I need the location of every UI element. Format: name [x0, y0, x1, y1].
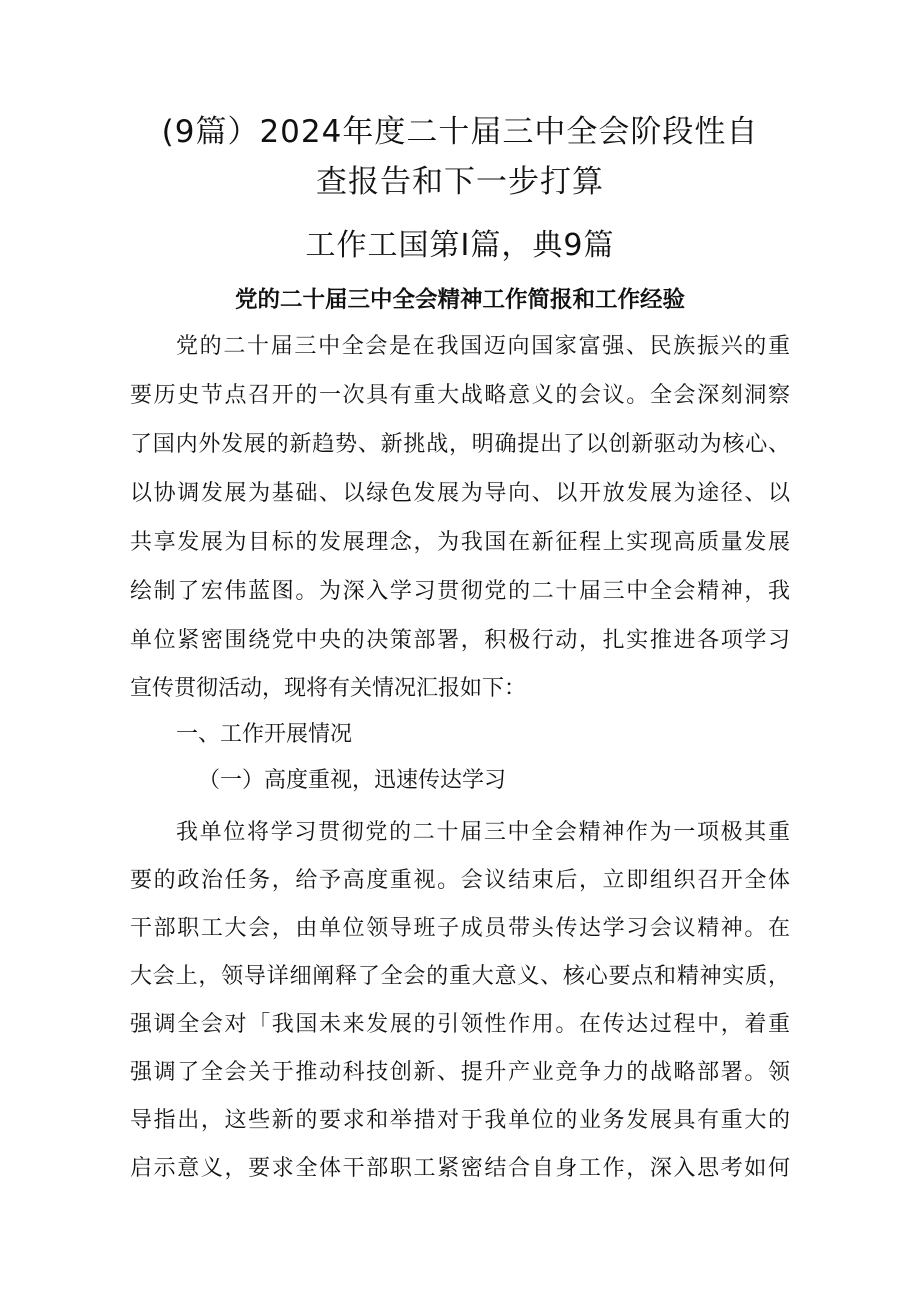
intro-paragraph-line: 宣传贯彻活动，现将有关情况汇报如下： — [130, 676, 527, 701]
intro-paragraph-line: 要历史节点召开的一次具有重大战略意义的会议。全会深刻洞察 — [130, 383, 790, 408]
article-heading: 党的二十届三中全会精神工作简报和工作经验 — [234, 287, 685, 313]
intro-paragraph-line: 了国内外发展的新趋势、新挑战，明确提出了以创新驱动为核心、 — [130, 432, 790, 457]
body-paragraph-line: 大会上，领导详细阐释了全会的重大意义、核心要点和精神实质， — [130, 964, 790, 989]
body-paragraph-line: 我单位将学习贯彻党的二十届三中全会精神作为一项极其重 — [176, 820, 790, 845]
intro-paragraph-line: 单位紧密围绕党中央的决策部署，积极行动，扎实推进各项学习 — [130, 628, 790, 653]
body-paragraph-line: 要的政治任务，给予高度重视。会议结束后，立即组织召开全体 — [130, 868, 790, 893]
document-title-line-3: 工作工国第I篇，典9篇 — [305, 228, 615, 263]
subsection-1-title: （一）高度重视，迅速传达学习 — [198, 768, 507, 793]
intro-paragraph-line: 共享发展为目标的发展理念，为我国在新征程上实现高质量发展 — [130, 530, 790, 555]
section-1-title: 一、工作开展情况 — [176, 722, 353, 747]
body-paragraph-line: 强调了全会关于推动科技创新、提升产业竞争力的战略部署。领 — [130, 1060, 790, 1085]
body-paragraph-line: 导指出，这些新的要求和举措对于我单位的业务发展具有重大的 — [130, 1108, 790, 1133]
body-paragraph-line: 强调全会对「我国未来发展的引领性作用。在传达过程中，着重 — [130, 1012, 790, 1037]
document-title-line-1: (9篇）2024年度二十届三中全会阶段性自 — [161, 114, 759, 150]
intro-paragraph-line: 绘制了宏伟蓝图。为深入学习贯彻党的二十届三中全会精神，我 — [130, 579, 790, 604]
intro-paragraph-line: 以协调发展为基础、以绿色发展为导向、以开放发展为途径、以 — [130, 481, 790, 506]
body-paragraph-line: 启示意义，要求全体干部职工紧密结合自身工作，深入思考如何 — [130, 1156, 790, 1181]
body-paragraph-line: 干部职工大会，由单位领导班子成员带头传达学习会议精神。在 — [130, 916, 790, 941]
intro-paragraph-line: 党的二十届三中全会是在我国迈向国家富强、民族振兴的重 — [176, 334, 790, 359]
document-title-line-2: 查报告和下一步打算 — [316, 164, 604, 200]
